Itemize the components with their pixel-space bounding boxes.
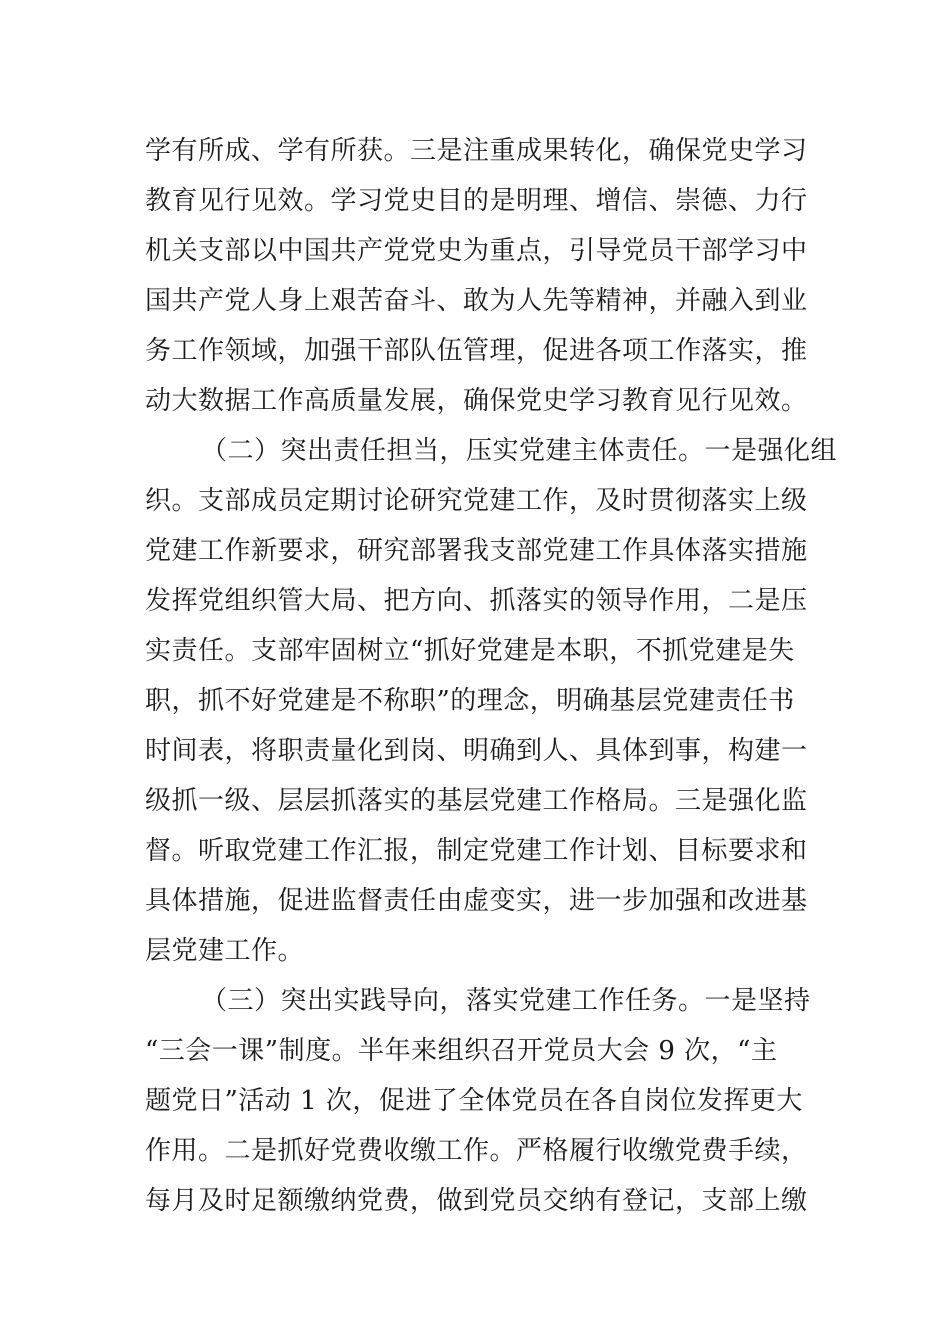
paragraph-2-first-line: （二）突出责任担当，压实党建主体责任。一是强化组 xyxy=(201,436,838,466)
text-line: 实责任。支部牢固树立“抓好党建是本职，不抓党建是失 xyxy=(145,636,795,666)
text-line: “三会一课”制度。半年来组织召开党员大会 9 次，“主 xyxy=(145,1036,778,1066)
text-line: 时间表，将职责量化到岗、明确到人、具体到事，构建一 xyxy=(145,736,808,766)
text-line: 发挥党组织管大局、把方向、抓落实的领导作用，二是压 xyxy=(145,586,808,616)
text-line: 题党日”活动 1 次，促进了全体党员在各自岗位发挥更大 xyxy=(145,1086,803,1116)
text-line: 织。支部成员定期讨论研究党建工作，及时贯彻落实上级 xyxy=(145,486,808,516)
text-line: 动大数据工作高质量发展，确保党史学习教育见行见效。 xyxy=(145,386,808,416)
text-line: 每月及时足额缴纳党费，做到党员交纳有登记，支部上缴 xyxy=(145,1186,808,1216)
text-line: 务工作领域，加强干部队伍管理，促进各项工作落实，推 xyxy=(145,336,808,366)
text-line: 层党建工作。 xyxy=(145,936,305,966)
text-line: 教育见行见效。学习党史目的是明理、增信、崇德、力行 xyxy=(145,186,808,216)
text-line: 机关支部以中国共产党党史为重点，引导党员干部学习中 xyxy=(145,236,808,266)
text-line: 级抓一级、层层抓落实的基层党建工作格局。三是强化监 xyxy=(145,786,808,816)
paragraph-3-first-line: （三）突出实践导向，落实党建工作任务。一是坚持 xyxy=(201,986,811,1016)
text-line: 国共产党人身上艰苦奋斗、敢为人先等精神，并融入到业 xyxy=(145,286,808,316)
body-text xyxy=(145,126,838,1226)
text-line: 作用。二是抓好党费收缴工作。严格履行收缴党费手续， xyxy=(145,1136,808,1166)
text-line: 职，抓不好党建是不称职”的理念，明确基层党建责任书 xyxy=(145,686,795,716)
text-line: 督。听取党建工作汇报，制定党建工作计划、目标要求和 xyxy=(145,836,808,866)
text-line: 党建工作新要求，研究部署我支部党建工作具体落实措施 xyxy=(145,536,808,566)
text-line: 学有所成、学有所获。三是注重成果转化，确保党史学习 xyxy=(145,136,808,166)
text-line: 具体措施，促进监督责任由虚变实，进一步加强和改进基 xyxy=(145,886,808,916)
